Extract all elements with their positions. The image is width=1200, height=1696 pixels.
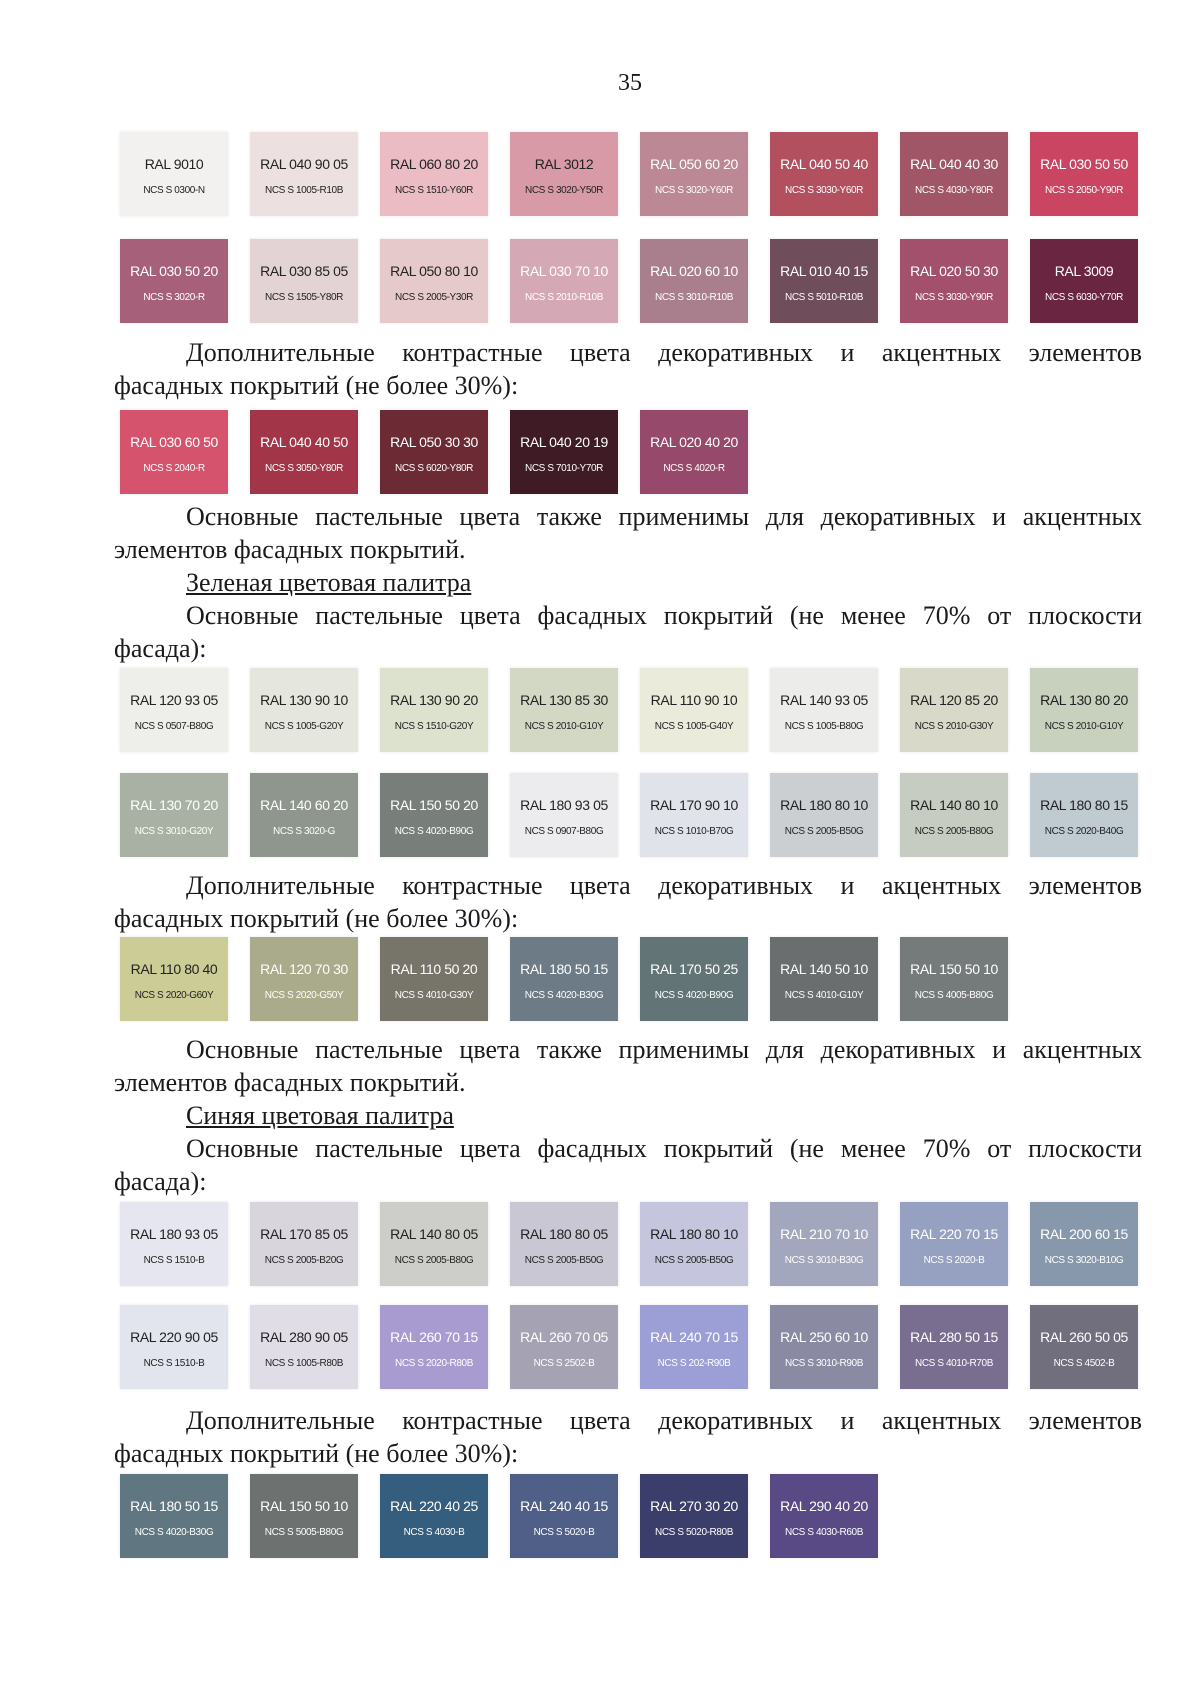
ncs-code: NCS S 2005-B50G [654, 1255, 734, 1266]
intro-paragraph [114, 599, 1142, 665]
note-paragraph [114, 500, 1142, 566]
color-swatch [380, 410, 488, 494]
section-heading: Зеленая цветовая палитра [186, 568, 472, 597]
color-swatch [250, 1202, 358, 1286]
ncs-code: NCS S 4020-B30G [134, 1527, 214, 1538]
color-swatch [250, 1474, 358, 1558]
ral-code: RAL 220 40 25 [390, 1498, 478, 1514]
ral-code: RAL 050 30 30 [390, 434, 478, 450]
ncs-code: NCS S 5010-R10B [785, 292, 863, 303]
ncs-code: NCS S 3020-Y50R [525, 185, 603, 196]
ral-code: RAL 140 50 10 [780, 961, 868, 977]
color-swatch [770, 1305, 878, 1389]
ncs-code: NCS S 1010-B70G [654, 826, 734, 837]
ncs-code: NCS S 2020-R80B [395, 1358, 473, 1369]
color-swatch [640, 1202, 748, 1286]
ncs-code: NCS S 2010-G10Y [1044, 721, 1124, 732]
ral-code: RAL 120 93 05 [130, 692, 218, 708]
section-heading: Синяя цветовая палитра [186, 1101, 454, 1130]
color-swatch [510, 239, 618, 323]
ral-code: RAL 150 50 20 [390, 797, 478, 813]
ncs-code: NCS S 1005-G40Y [654, 721, 734, 732]
swatch-row [120, 132, 1160, 216]
color-swatch [640, 668, 748, 752]
ncs-code: NCS S 2005-B50G [784, 826, 864, 837]
ral-code: RAL 130 90 20 [390, 692, 478, 708]
ral-code: RAL 060 80 20 [390, 156, 478, 172]
ncs-code: NCS S 3020-G [273, 826, 335, 837]
paragraph-line: Дополнительные контрастные цвета декоративных и акцентных элементов [186, 338, 1142, 367]
color-swatch [250, 1305, 358, 1389]
page-number: 35 [618, 70, 642, 96]
ncs-code: NCS S 7010-Y70R [525, 463, 603, 474]
color-swatch [640, 937, 748, 1021]
color-swatch [1030, 773, 1138, 857]
color-swatch [1030, 1305, 1138, 1389]
ral-code: RAL 030 60 50 [130, 434, 218, 450]
ncs-code: NCS S 5020-R80B [655, 1527, 733, 1538]
ral-code: RAL 210 70 10 [780, 1226, 868, 1242]
color-swatch [510, 668, 618, 752]
ncs-code: NCS S 5005-B80G [264, 1527, 344, 1538]
ral-code: RAL 150 50 10 [260, 1498, 348, 1514]
ncs-code: NCS S 2005-B20G [264, 1255, 344, 1266]
ral-code: RAL 030 85 05 [260, 263, 348, 279]
paragraph-line: фасадных покрытий (не более 30%): [114, 904, 519, 933]
ncs-code: NCS S 2040-R [143, 463, 205, 474]
ral-code: RAL 260 70 15 [390, 1329, 478, 1345]
color-swatch [120, 773, 228, 857]
color-swatch [1030, 668, 1138, 752]
ral-code: RAL 140 80 05 [390, 1226, 478, 1242]
swatch-row [120, 1305, 1160, 1389]
ncs-code: NCS S 1005-G20Y [264, 721, 344, 732]
color-swatch [250, 239, 358, 323]
color-swatch [120, 239, 228, 323]
ncs-code: NCS S 2010-G10Y [524, 721, 604, 732]
ral-code: RAL 180 93 05 [520, 797, 608, 813]
ncs-code: NCS S 1005-B80G [784, 721, 864, 732]
color-swatch [640, 1474, 748, 1558]
ncs-code: NCS S 1505-Y80R [265, 292, 343, 303]
paragraph-line: Основные пастельные цвета также применимы для декоративных и акцентных [186, 502, 1142, 531]
ral-code: RAL 240 70 15 [650, 1329, 738, 1345]
color-swatch [120, 410, 228, 494]
color-swatch [510, 410, 618, 494]
ral-code: RAL 180 93 05 [130, 1226, 218, 1242]
contrast-paragraph [114, 869, 1142, 935]
ral-code: RAL 020 60 10 [650, 263, 738, 279]
color-swatch [770, 773, 878, 857]
ncs-code: NCS S 4502-B [1053, 1358, 1115, 1369]
color-swatch [900, 937, 1008, 1021]
ral-code: RAL 140 93 05 [780, 692, 868, 708]
ral-code: RAL 040 40 30 [910, 156, 998, 172]
ral-code: RAL 110 90 10 [650, 692, 738, 708]
swatch-row [120, 937, 1030, 1021]
ncs-code: NCS S 0907-B80G [524, 826, 604, 837]
ncs-code: NCS S 1510-G20Y [394, 721, 474, 732]
color-swatch [250, 773, 358, 857]
ral-code: RAL 020 40 20 [650, 434, 738, 450]
ral-code: RAL 010 40 15 [780, 263, 868, 279]
ncs-code: NCS S 2010-G30Y [914, 721, 994, 732]
color-swatch [640, 239, 748, 323]
color-swatch [640, 1305, 748, 1389]
ral-code: RAL 180 80 10 [650, 1226, 738, 1242]
color-swatch [900, 132, 1008, 216]
ncs-code: NCS S 2020-B [923, 1255, 985, 1266]
color-swatch [120, 1202, 228, 1286]
ral-code: RAL 290 40 20 [780, 1498, 868, 1514]
ral-code: RAL 050 80 10 [390, 263, 478, 279]
color-swatch [120, 668, 228, 752]
ral-code: RAL 130 85 30 [520, 692, 608, 708]
paragraph-line: Основные пастельные цвета также применимы для декоративных и акцентных [186, 1035, 1142, 1064]
ral-code: RAL 270 30 20 [650, 1498, 738, 1514]
ral-code: RAL 050 60 20 [650, 156, 738, 172]
swatch-row [120, 668, 1160, 752]
ncs-code: NCS S 1510-B [143, 1255, 205, 1266]
swatch-row [120, 773, 1160, 857]
ral-code: RAL 180 50 15 [520, 961, 608, 977]
color-swatch [510, 1305, 618, 1389]
color-swatch [770, 1202, 878, 1286]
ral-code: RAL 260 50 05 [1040, 1329, 1128, 1345]
ncs-code: NCS S 4020-B90G [394, 826, 474, 837]
ral-code: RAL 150 50 10 [910, 961, 998, 977]
color-swatch [1030, 1202, 1138, 1286]
contrast-paragraph [114, 336, 1142, 402]
swatch-row [120, 1202, 1160, 1286]
ncs-code: NCS S 2005-Y30R [395, 292, 473, 303]
ral-code: RAL 030 70 10 [520, 263, 608, 279]
paragraph-line: Дополнительные контрастные цвета декоративных и акцентных элементов [186, 871, 1142, 900]
swatch-row [120, 410, 770, 494]
ral-code: RAL 250 60 10 [780, 1329, 868, 1345]
ral-code: RAL 130 80 20 [1040, 692, 1128, 708]
color-swatch [640, 132, 748, 216]
ral-code: RAL 220 70 15 [910, 1226, 998, 1242]
color-swatch [120, 1474, 228, 1558]
ral-code: RAL 9010 [144, 156, 204, 172]
ral-code: RAL 220 90 05 [130, 1329, 218, 1345]
ncs-code: NCS S 2502-B [533, 1358, 595, 1369]
swatch-row [120, 1474, 900, 1558]
ncs-code: NCS S 202-R90B [657, 1358, 731, 1369]
ncs-code: NCS S 2010-R10B [525, 292, 603, 303]
color-swatch [900, 668, 1008, 752]
paragraph-line: фасада): [114, 1167, 207, 1196]
ral-code: RAL 3009 [1054, 263, 1114, 279]
ncs-code: NCS S 2005-B80G [914, 826, 994, 837]
ral-code: RAL 170 50 25 [650, 961, 738, 977]
color-swatch [120, 1305, 228, 1389]
color-swatch [510, 1202, 618, 1286]
ral-code: RAL 170 90 10 [650, 797, 738, 813]
color-swatch [900, 1202, 1008, 1286]
ncs-code: NCS S 0507-B80G [134, 721, 214, 732]
ncs-code: NCS S 4005-B80G [914, 990, 994, 1001]
color-swatch [900, 239, 1008, 323]
ncs-code: NCS S 1005-R10B [265, 185, 343, 196]
ncs-code: NCS S 2050-Y90R [1045, 185, 1123, 196]
color-swatch [510, 937, 618, 1021]
paragraph-line: фасада): [114, 634, 207, 663]
intro-paragraph [114, 1132, 1142, 1198]
ncs-code: NCS S 4020-R [663, 463, 725, 474]
ral-code: RAL 120 70 30 [260, 961, 348, 977]
ral-code: RAL 170 85 05 [260, 1226, 348, 1242]
paragraph-line: фасадных покрытий (не более 30%): [114, 371, 519, 400]
ral-code: RAL 040 90 05 [260, 156, 348, 172]
ral-code: RAL 280 50 15 [910, 1329, 998, 1345]
ncs-code: NCS S 3010-G20Y [134, 826, 214, 837]
paragraph-line: Дополнительные контрастные цвета декоративных и акцентных элементов [186, 1406, 1142, 1435]
ral-code: RAL 130 90 10 [260, 692, 348, 708]
ral-code: RAL 130 70 20 [130, 797, 218, 813]
ral-code: RAL 040 40 50 [260, 434, 348, 450]
ral-code: RAL 020 50 30 [910, 263, 998, 279]
color-swatch [250, 410, 358, 494]
ncs-code: NCS S 5020-B [533, 1527, 595, 1538]
ral-code: RAL 180 80 10 [780, 797, 868, 813]
ncs-code: NCS S 3030-Y90R [915, 292, 993, 303]
ral-code: RAL 3012 [534, 156, 594, 172]
color-swatch [1030, 132, 1138, 216]
ncs-code: NCS S 4020-B30G [524, 990, 604, 1001]
ncs-code: NCS S 4030-R60B [785, 1527, 863, 1538]
ncs-code: NCS S 4010-R70B [915, 1358, 993, 1369]
color-swatch [770, 937, 878, 1021]
ncs-code: NCS S 6030-Y70R [1045, 292, 1123, 303]
ncs-code: NCS S 3020-B10G [1044, 1255, 1124, 1266]
color-swatch [900, 1305, 1008, 1389]
color-swatch [380, 773, 488, 857]
ncs-code: NCS S 2020-G50Y [264, 990, 344, 1001]
ral-code: RAL 200 60 15 [1040, 1226, 1128, 1242]
color-swatch [380, 1202, 488, 1286]
color-swatch [250, 132, 358, 216]
color-swatch [1030, 239, 1138, 323]
ral-code: RAL 180 80 15 [1040, 797, 1128, 813]
ral-code: RAL 040 50 40 [780, 156, 868, 172]
ncs-code: NCS S 3010-R10B [655, 292, 733, 303]
ncs-code: NCS S 4010-G10Y [784, 990, 864, 1001]
color-swatch [770, 668, 878, 752]
paragraph-line: элементов фасадных покрытий. [114, 535, 466, 564]
ncs-code: NCS S 4030-B [403, 1527, 465, 1538]
ncs-code: NCS S 2005-B50G [524, 1255, 604, 1266]
ncs-code: NCS S 3010-R90B [785, 1358, 863, 1369]
ral-code: RAL 110 50 20 [390, 961, 478, 977]
ncs-code: NCS S 3010-B30G [784, 1255, 864, 1266]
paragraph-line: Основные пастельные цвета фасадных покрытий (не менее 70% от плоскости [186, 1134, 1142, 1163]
ral-code: RAL 120 85 20 [910, 692, 998, 708]
ncs-code: NCS S 6020-Y80R [395, 463, 473, 474]
ral-code: RAL 140 80 10 [910, 797, 998, 813]
ral-code: RAL 260 70 05 [520, 1329, 608, 1345]
note-paragraph [114, 1033, 1142, 1099]
color-swatch [900, 773, 1008, 857]
color-swatch [120, 937, 228, 1021]
ncs-code: NCS S 1510-Y60R [395, 185, 473, 196]
color-swatch [380, 937, 488, 1021]
paragraph-line: фасадных покрытий (не более 30%): [114, 1439, 519, 1468]
color-swatch [640, 410, 748, 494]
paragraph-line: элементов фасадных покрытий. [114, 1068, 466, 1097]
ncs-code: NCS S 4030-Y80R [915, 185, 993, 196]
ral-code: RAL 280 90 05 [260, 1329, 348, 1345]
ncs-code: NCS S 3030-Y60R [785, 185, 863, 196]
ncs-code: NCS S 2020-B40G [1044, 826, 1124, 837]
ral-code: RAL 030 50 20 [130, 263, 218, 279]
ral-code: RAL 040 20 19 [520, 434, 608, 450]
ncs-code: NCS S 2020-G60Y [134, 990, 214, 1001]
ral-code: RAL 110 80 40 [130, 961, 218, 977]
swatch-row [120, 239, 1160, 323]
ncs-code: NCS S 1510-B [143, 1358, 205, 1369]
paragraph-line: Основные пастельные цвета фасадных покрытий (не менее 70% от плоскости [186, 601, 1142, 630]
color-swatch [380, 1305, 488, 1389]
ncs-code: NCS S 2005-B80G [394, 1255, 474, 1266]
color-swatch [510, 773, 618, 857]
ral-code: RAL 140 60 20 [260, 797, 348, 813]
ncs-code: NCS S 3020-R [143, 292, 205, 303]
color-swatch [380, 1474, 488, 1558]
color-swatch [770, 1474, 878, 1558]
ral-code: RAL 180 50 15 [130, 1498, 218, 1514]
color-swatch [380, 132, 488, 216]
ncs-code: NCS S 0300-N [143, 185, 205, 196]
color-swatch [640, 773, 748, 857]
ncs-code: NCS S 1005-R80B [265, 1358, 343, 1369]
ral-code: RAL 240 40 15 [520, 1498, 608, 1514]
color-swatch [770, 239, 878, 323]
ncs-code: NCS S 4010-G30Y [394, 990, 474, 1001]
ral-code: RAL 030 50 50 [1040, 156, 1128, 172]
ncs-code: NCS S 4020-B90G [654, 990, 734, 1001]
color-swatch [510, 1474, 618, 1558]
ncs-code: NCS S 3050-Y80R [265, 463, 343, 474]
color-swatch [510, 132, 618, 216]
color-swatch [380, 239, 488, 323]
color-swatch [120, 132, 228, 216]
ral-code: RAL 180 80 05 [520, 1226, 608, 1242]
color-swatch [250, 937, 358, 1021]
color-swatch [380, 668, 488, 752]
contrast-paragraph [114, 1404, 1142, 1470]
color-swatch [250, 668, 358, 752]
ncs-code: NCS S 3020-Y60R [655, 185, 733, 196]
color-swatch [770, 132, 878, 216]
